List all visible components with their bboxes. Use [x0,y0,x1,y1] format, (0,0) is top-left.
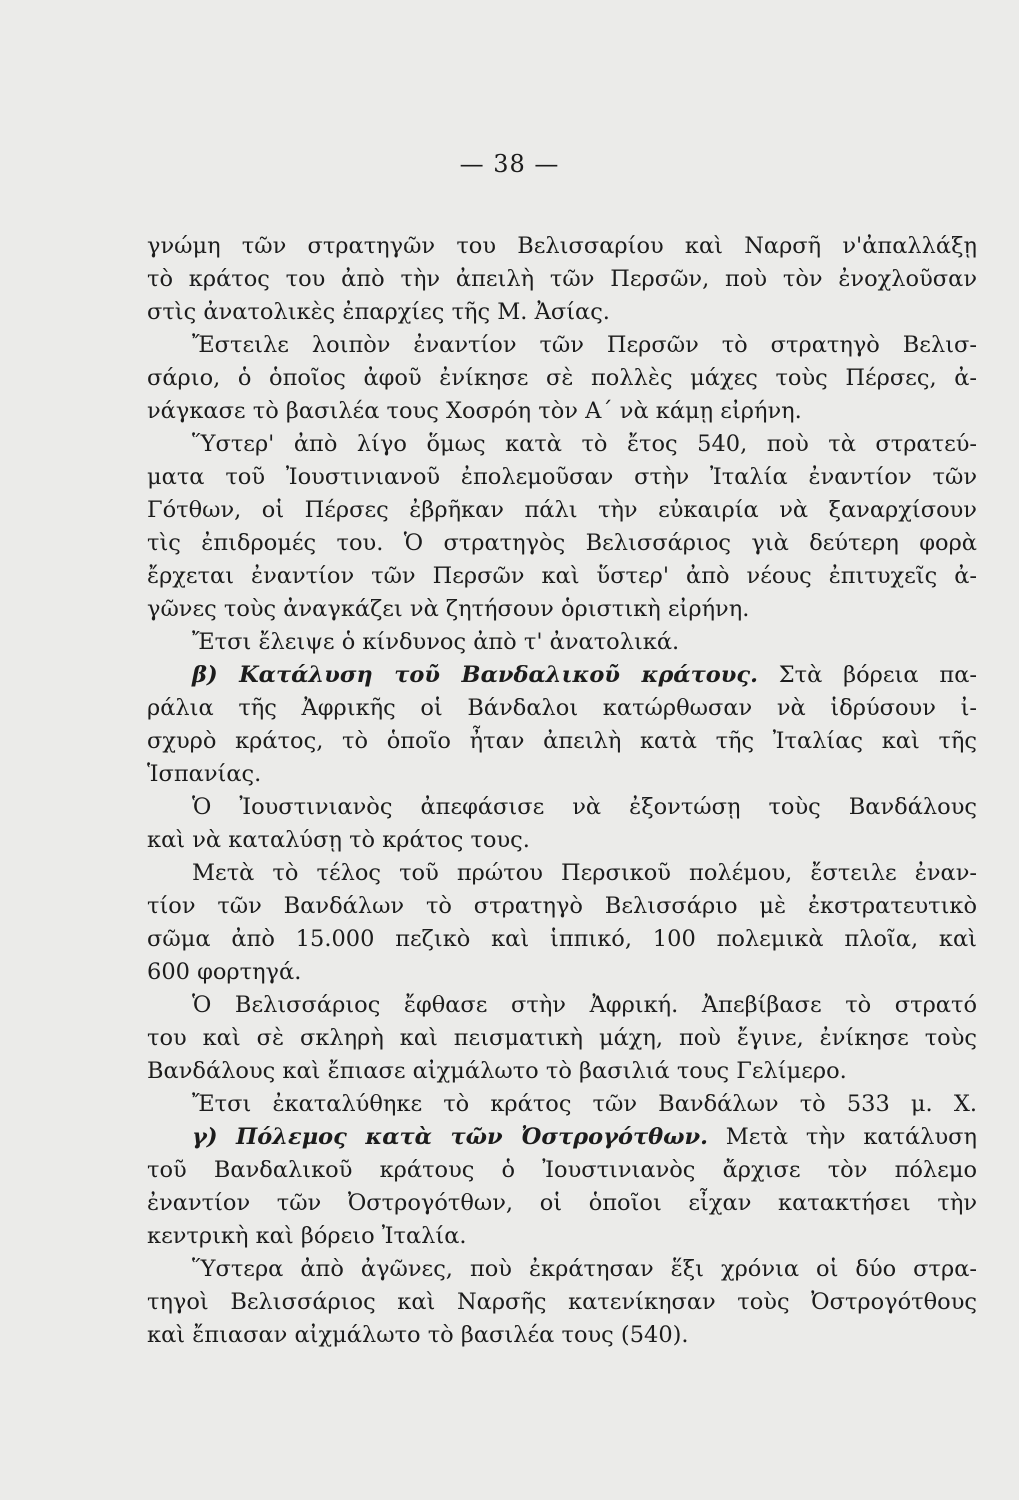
text-line: σῶμα ἀπὸ 15.000 πεζικὸ καὶ ἱππικό, 100 πολεμικὰ πλοῖα, καὶ [147,926,977,952]
text-line: καὶ νὰ καταλύσῃ τὸ κράτος τους. [147,827,530,853]
text-line: 600 φορτηγά. [147,959,302,985]
text-line: σχυρὸ κράτος, τὸ ὁποῖο ἦταν ἀπειλὴ κατὰ τῆς Ἰταλίας καὶ τῆς [147,728,977,754]
page-number: — 38 — [459,150,560,178]
text-line: Ἔστειλε λοιπὸν ἐναντίον τῶν Περσῶν τὸ στρατηγὸ Βελισ- [192,332,977,358]
text-line: ράλια τῆς Ἀφρικῆς οἱ Βάνδαλοι κατώρθωσαν νὰ ἱδρύσουν ἰ- [147,695,977,721]
text-line: Ὕστερα ἀπὸ ἀγῶνες, ποὺ ἐκράτησαν ἕξι χρόνια οἱ δύο στρα- [192,1256,977,1282]
text-line: Ἔτσι ἐκαταλύθηκε τὸ κράτος τῶν Βανδάλων τὸ 533 μ. Χ. [192,1091,977,1117]
text-line: του καὶ σὲ σκληρὴ καὶ πεισματικὴ μάχη, ποὺ ἔγινε, ἐνίκησε τοὺς [147,1025,977,1051]
text-line: κεντρικὴ καὶ βόρειο Ἰταλία. [147,1223,467,1249]
section-heading-line [147,1121,977,1154]
text-line-rest: Μετὰ τὴν κατάλυση [707,1124,977,1150]
text-line: Μετὰ τὸ τέλος τοῦ πρώτου Περσικοῦ πολέμου, ἔστειλε ἐναν- [192,860,977,886]
text-line: τὸ κράτος του ἀπὸ τὴν ἀπειλὴ τῶν Περσῶν, ποὺ τὸν ἐνοχλοῦσαν [147,266,977,292]
text-line: τὶς ἐπιδρομές του. Ὁ στρατηγὸς Βελισσάριος γιὰ δεύτερη φορὰ [147,530,977,556]
text-line: καὶ ἔπιασαν αἰχμάλωτο τὸ βασιλέα τους (540). [147,1322,689,1348]
text-line: Βανδάλους καὶ ἔπιασε αἰχμάλωτο τὸ βασιλιά τους Γελίμερο. [147,1058,847,1084]
text-line: στὶς ἀνατολικὲς ἐπαρχίες τῆς Μ. Ἀσίας. [147,299,610,325]
text-line: νάγκασε τὸ βασιλέα τους Χοσρόη τὸν Α΄ νὰ κάμῃ εἰρήνη. [147,398,802,424]
text-line: τίον τῶν Βανδάλων τὸ στρατηγὸ Βελισσάριο μὲ ἐκστρατευτικὸ [147,893,977,919]
body-text [147,230,977,1352]
text-line: Ὁ Ἰουστινιανὸς ἀπεφάσισε νὰ ἐξοντώσῃ τοὺς Βανδάλους [192,794,977,820]
section-heading-gamma: γ) Πόλεμος κατὰ τῶν Ὀστρογότθων. [192,1124,708,1150]
section-heading-line [147,659,977,692]
text-line: Γότθων, οἱ Πέρσες ἐβρῆκαν πάλι τὴν εὐκαιρία νὰ ξαναρχίσουν [147,497,977,523]
text-line: Ἱσπανίας. [147,761,262,787]
text-line: Ἔτσι ἔλειψε ὁ κίνδυνος ἀπὸ τ' ἀνατολικά. [192,629,680,655]
section-heading-beta: β) Κατάλυση τοῦ Βανδαλικοῦ κράτους. [192,662,758,688]
text-line-rest: Στὰ βόρεια πα- [757,662,977,688]
text-line: ἐναντίον τῶν Ὀστρογότθων, οἱ ὁποῖοι εἶχαν κατακτήσει τὴν [147,1190,977,1216]
text-line: Ὕστερ' ἀπὸ λίγο ὅμως κατὰ τὸ ἔτος 540, ποὺ τὰ στρατεύ- [192,431,977,457]
text-line: γνώμη τῶν στρατηγῶν του Βελισσαρίου καὶ Ναρσῆ ν'ἀπαλλάξῃ [147,233,977,259]
text-line: τηγοὶ Βελισσάριος καὶ Ναρσῆς κατενίκησαν τοὺς Ὀστρογότθους [147,1289,977,1315]
text-line: σάριο, ὁ ὁποῖος ἀφοῦ ἐνίκησε σὲ πολλὲς μάχες τοὺς Πέρσες, ἀ- [147,365,977,391]
text-line: ἔρχεται ἐναντίον τῶν Περσῶν καὶ ὕστερ' ἀπὸ νέους ἐπιτυχεῖς ἀ- [147,563,977,589]
text-line: γῶνες τοὺς ἀναγκάζει νὰ ζητήσουν ὁριστικὴ εἰρήνη. [147,596,750,622]
text-line: ματα τοῦ Ἰουστινιανοῦ ἐπολεμοῦσαν στὴν Ἰταλία ἐναντίον τῶν [147,464,977,490]
text-line: τοῦ Βανδαλικοῦ κράτους ὁ Ἰουστινιανὸς ἄρχισε τὸν πόλεμο [147,1157,977,1183]
text-line: Ὁ Βελισσάριος ἔφθασε στὴν Ἀφρική. Ἀπεβίβασε τὸ στρατό [192,992,977,1018]
